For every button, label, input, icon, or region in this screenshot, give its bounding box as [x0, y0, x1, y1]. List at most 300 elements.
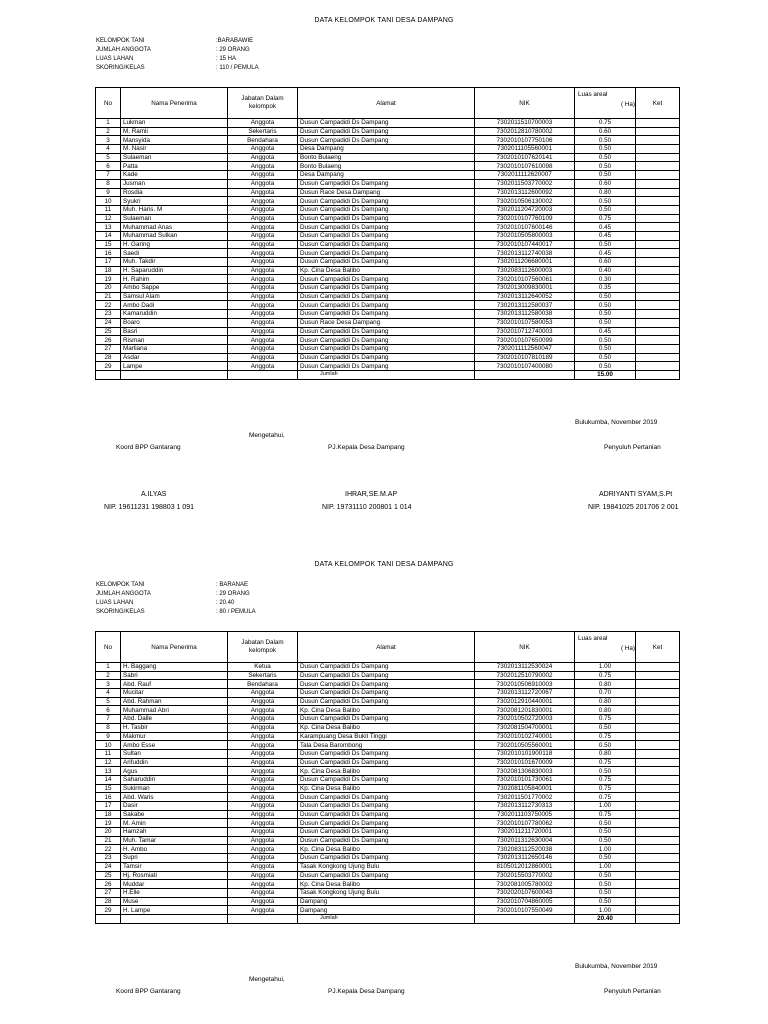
cell-jabatan: Anggota [228, 258, 298, 267]
cell-nama: Risman [121, 336, 228, 345]
cell-no: 20 [96, 828, 121, 837]
cell-nama: Mucitar [121, 689, 228, 698]
cell-nik: 7302013112730313 [475, 802, 575, 811]
table-row [96, 188, 680, 197]
cell-alamat: Kp. Cina Desa Balibo [298, 723, 475, 732]
cell-nama: Muse [121, 897, 228, 906]
table-row [96, 723, 680, 732]
header-alamat: Alamat [298, 632, 475, 663]
cell-ket [636, 240, 680, 249]
cell-nama: Muh. Takdir [121, 258, 228, 267]
cell-no: 10 [96, 741, 121, 750]
cell-alamat: Dusun Campadidi Ds Dampang [298, 344, 475, 353]
cell-nik: 7302010506130002 [475, 197, 575, 206]
cell-jabatan: Anggota [228, 162, 298, 171]
table-row [96, 880, 680, 889]
cell-nama: Basri [121, 327, 228, 336]
cell-alamat: Dusun Campadidi Ds Dampang [298, 205, 475, 214]
cell-luas: 1.00 [575, 802, 636, 811]
cell-nik: 7302081504700001 [475, 723, 575, 732]
header-luas-label: Luas areal [578, 91, 608, 98]
table-row [96, 819, 680, 828]
cell-nik: 7302011510700003 [475, 119, 575, 128]
header-alamat: Alamat [298, 88, 475, 119]
cell-luas: 0.80 [575, 680, 636, 689]
cell-luas: 0.45 [575, 223, 636, 232]
cell-no: 23 [96, 854, 121, 863]
cell-no: 29 [96, 906, 121, 915]
header-luas [575, 632, 636, 663]
cell-nik: 7302011105560001 [475, 145, 575, 154]
cell-ket [636, 871, 680, 880]
cell-jabatan: Anggota [228, 802, 298, 811]
table-row [96, 802, 680, 811]
cell-nama: Sakabe [121, 810, 228, 819]
cell-luas: 0.50 [575, 145, 636, 154]
cell-no: 21 [96, 836, 121, 845]
cell-alamat: Dusun Campadidi Ds Dampang [298, 802, 475, 811]
cell-ket [636, 836, 680, 845]
section1-info [96, 37, 259, 73]
table-row [96, 810, 680, 819]
cell-alamat: Kp. Cina Desa Balibo [298, 266, 475, 275]
member-table-1 [95, 87, 680, 380]
cell-nama: Hamzah [121, 828, 228, 837]
cell-no: 5 [96, 697, 121, 706]
info-value: : 80 / PEMULA [216, 609, 256, 615]
cell-nik: 7302011112620007 [475, 171, 575, 180]
cell-nik: 7302081005780002 [475, 880, 575, 889]
cell-luas: 0.30 [575, 275, 636, 284]
cell-ket [636, 231, 680, 240]
cell-alamat: Dusun Campadidi Ds Dampang [298, 231, 475, 240]
cell-jabatan: Anggota [228, 836, 298, 845]
cell-nik: 7302010502720003 [475, 715, 575, 724]
table-row [96, 284, 680, 293]
cell-no: 13 [96, 767, 121, 776]
cell-jabatan: Anggota [228, 362, 298, 371]
cell-ket [636, 119, 680, 128]
info-value: : 20.40 [216, 600, 235, 606]
cell-ket [636, 706, 680, 715]
cell-luas: 1.00 [575, 906, 636, 915]
cell-jabatan: Anggota [228, 697, 298, 706]
cell-luas: 0.50 [575, 171, 636, 180]
cell-ket [636, 188, 680, 197]
cell-no: 2 [96, 671, 121, 680]
cell-nama: H. Tasbir [121, 723, 228, 732]
cell-jabatan: Anggota [228, 828, 298, 837]
cell-luas: 0.50 [575, 205, 636, 214]
cell-nik: 7302011103750005 [475, 810, 575, 819]
cell-nik: 7302011312630004 [475, 836, 575, 845]
table-row [96, 793, 680, 802]
cell-alamat: Dusun Campadidi Ds Dampang [298, 336, 475, 345]
cell-nik: 7302083112600003 [475, 266, 575, 275]
section2-info [96, 581, 256, 617]
cell-jabatan: Anggota [228, 767, 298, 776]
cell-no: 1 [96, 119, 121, 128]
cell-jabatan: Sekertaris [228, 671, 298, 680]
table-row [96, 231, 680, 240]
cell-luas: 0.40 [575, 266, 636, 275]
table-header-row [96, 88, 680, 119]
table-row [96, 214, 680, 223]
info-row [96, 46, 259, 55]
section2-role-kades: PJ.Kepala Desa Dampang [328, 988, 405, 995]
cell-no: 14 [96, 775, 121, 784]
cell-luas: 0.50 [575, 767, 636, 776]
cell-luas: 0.50 [575, 344, 636, 353]
cell-nama: Arifuddin [121, 758, 228, 767]
cell-no: 11 [96, 205, 121, 214]
cell-no: 26 [96, 880, 121, 889]
info-label: JUMLAH ANGGOTA [96, 47, 151, 53]
cell-alamat: Dampang [298, 897, 475, 906]
cell-alamat: Dusun Campadidi Ds Dampang [298, 697, 475, 706]
info-row [96, 64, 259, 73]
total-empty [121, 914, 228, 923]
cell-no: 18 [96, 266, 121, 275]
cell-jabatan: Anggota [228, 249, 298, 258]
cell-no: 19 [96, 819, 121, 828]
cell-jabatan: Anggota [228, 897, 298, 906]
cell-nama: Muhammad Abri [121, 706, 228, 715]
cell-luas: 0.75 [575, 119, 636, 128]
cell-nik: 7302010505560001 [475, 741, 575, 750]
cell-ket [636, 793, 680, 802]
cell-ket [636, 906, 680, 915]
cell-nik: 7302010107750106 [475, 136, 575, 145]
cell-nik: 7302013112530024 [475, 663, 575, 672]
cell-nik: 7302010107580053 [475, 318, 575, 327]
info-label: SKORING/KELAS [96, 65, 145, 71]
cell-alamat: Tasak Kongkong Ujung Bulu [298, 862, 475, 871]
cell-nama: Abd. Dalle [121, 715, 228, 724]
cell-no: 10 [96, 197, 121, 206]
cell-nik: 7302010712740003 [475, 327, 575, 336]
cell-no: 22 [96, 845, 121, 854]
cell-ket [636, 802, 680, 811]
cell-jabatan: Anggota [228, 871, 298, 880]
cell-luas: 0.75 [575, 732, 636, 741]
cell-luas: 0.60 [575, 179, 636, 188]
table-row [96, 292, 680, 301]
cell-jabatan: Anggota [228, 171, 298, 180]
table-row [96, 327, 680, 336]
cell-nik: 7302013112600092 [475, 188, 575, 197]
cell-luas: 0.50 [575, 854, 636, 863]
table-row [96, 119, 680, 128]
cell-jabatan: Bendahara [228, 680, 298, 689]
cell-jabatan: Anggota [228, 119, 298, 128]
cell-nama: Hj. Rosmiati [121, 871, 228, 880]
cell-nama: Syukri [121, 197, 228, 206]
cell-no: 7 [96, 171, 121, 180]
cell-ket [636, 284, 680, 293]
table-row [96, 205, 680, 214]
cell-nik: 7302011112560047 [475, 344, 575, 353]
table-row [96, 897, 680, 906]
cell-luas: 0.50 [575, 836, 636, 845]
cell-alamat: Dusun Campadidi Ds Dampang [298, 828, 475, 837]
cell-alamat: Kp. Cina Desa Balibo [298, 706, 475, 715]
cell-alamat: Dusun Campadidi Ds Dampang [298, 310, 475, 319]
cell-no: 25 [96, 871, 121, 880]
cell-ket [636, 680, 680, 689]
table-row [96, 680, 680, 689]
cell-nik: 7302010102740001 [475, 732, 575, 741]
cell-jabatan: Anggota [228, 179, 298, 188]
total-empty [228, 370, 298, 379]
info-row [96, 608, 256, 617]
info-value: : 110 / PEMULA [216, 65, 259, 71]
cell-nik: 7302011503770002 [475, 179, 575, 188]
cell-nik: 7302010107550049 [475, 906, 575, 915]
table-row [96, 663, 680, 672]
cell-alamat: Dusun Campadidi Ds Dampang [298, 258, 475, 267]
cell-ket [636, 136, 680, 145]
cell-ket [636, 758, 680, 767]
cell-luas: 0.50 [575, 871, 636, 880]
cell-alamat: Kp. Cina Desa Balibo [298, 767, 475, 776]
cell-alamat: Bonto Bulaeng [298, 153, 475, 162]
section1-nip-kades: NIP. 19731110 200801 1 014 [322, 504, 412, 511]
cell-nama: M. Ramli [121, 127, 228, 136]
cell-alamat: Dusun Campadidi Ds Dampang [298, 284, 475, 293]
cell-ket [636, 327, 680, 336]
cell-luas: 1.00 [575, 862, 636, 871]
cell-luas: 0.70 [575, 689, 636, 698]
cell-alamat: Dusun Campadidi Ds Dampang [298, 758, 475, 767]
cell-nik: 7302013112580038 [475, 310, 575, 319]
cell-no: 1 [96, 663, 121, 672]
cell-ket [636, 318, 680, 327]
cell-alamat: Kp. Cina Desa Balibo [298, 880, 475, 889]
cell-luas: 0.50 [575, 888, 636, 897]
cell-alamat: Dusun Campadidi Ds Dampang [298, 871, 475, 880]
cell-alamat: Dusun Campadidi Ds Dampang [298, 249, 475, 258]
cell-nik: 7302010107400080 [475, 362, 575, 371]
cell-no: 20 [96, 284, 121, 293]
cell-jabatan: Anggota [228, 741, 298, 750]
cell-ket [636, 880, 680, 889]
table-row [96, 275, 680, 284]
cell-jabatan: Anggota [228, 845, 298, 854]
info-label: JUMLAH ANGGOTA [96, 591, 151, 597]
cell-alamat: Dusun Campadidi Ds Dampang [298, 663, 475, 672]
cell-jabatan: Anggota [228, 310, 298, 319]
cell-no: 12 [96, 214, 121, 223]
cell-nama: H. Ambo [121, 845, 228, 854]
cell-ket [636, 249, 680, 258]
cell-alamat: Dusun Campadidi Ds Dampang [298, 275, 475, 284]
cell-no: 3 [96, 136, 121, 145]
cell-nik: 7302013112650146 [475, 854, 575, 863]
cell-nama: H.Elle [121, 888, 228, 897]
cell-alamat: Dusun Campadidi Ds Dampang [298, 292, 475, 301]
cell-alamat: Desa Dampang [298, 145, 475, 154]
cell-jabatan: Anggota [228, 153, 298, 162]
header-luas-unit: ( Ha) [621, 645, 635, 652]
cell-no: 27 [96, 888, 121, 897]
cell-ket [636, 897, 680, 906]
cell-no: 26 [96, 336, 121, 345]
table-row [96, 301, 680, 310]
cell-luas: 0.50 [575, 153, 636, 162]
cell-jabatan: Anggota [228, 819, 298, 828]
cell-no: 28 [96, 353, 121, 362]
cell-alamat: Dusun Campadidi Ds Dampang [298, 689, 475, 698]
cell-ket [636, 258, 680, 267]
cell-nama: Ambo Esse [121, 741, 228, 750]
cell-jabatan: Sekertaris [228, 127, 298, 136]
section1-name-penyuluh: ADRIYANTI SYAM,S.Pt [599, 491, 673, 498]
cell-no: 22 [96, 301, 121, 310]
info-row [96, 590, 256, 599]
cell-nik: 7302010101900118 [475, 749, 575, 758]
info-label: LUAS LAHAN [96, 600, 134, 606]
cell-no: 16 [96, 249, 121, 258]
cell-nama: M. Amin [121, 819, 228, 828]
total-empty [121, 370, 228, 379]
cell-nik: 7302010107650099 [475, 336, 575, 345]
cell-no: 28 [96, 897, 121, 906]
cell-luas: 0.50 [575, 741, 636, 750]
cell-ket [636, 810, 680, 819]
cell-alamat: Dusun Campadidi Ds Dampang [298, 179, 475, 188]
cell-no: 8 [96, 723, 121, 732]
cell-nik: 7302010107560061 [475, 275, 575, 284]
info-value: : 29 ORANG [216, 47, 250, 53]
section1-date: Bulukumba, November 2019 [575, 419, 658, 426]
cell-luas: 0.45 [575, 231, 636, 240]
table-row [96, 758, 680, 767]
cell-jabatan: Anggota [228, 344, 298, 353]
cell-no: 21 [96, 292, 121, 301]
table-row [96, 888, 680, 897]
cell-no: 2 [96, 127, 121, 136]
total-value: 20.40 [575, 914, 636, 923]
cell-ket [636, 723, 680, 732]
cell-jabatan: Anggota [228, 275, 298, 284]
cell-no: 29 [96, 362, 121, 371]
table-row [96, 240, 680, 249]
cell-nik: 7302013112720067 [475, 689, 575, 698]
header-nik: NIK [475, 632, 575, 663]
cell-no: 24 [96, 318, 121, 327]
total-empty [636, 914, 680, 923]
cell-nik: 7302083112520038 [475, 845, 575, 854]
info-label: LUAS LAHAN [96, 56, 134, 62]
cell-alamat: Dusun Campadidi Ds Dampang [298, 197, 475, 206]
cell-jabatan: Anggota [228, 854, 298, 863]
cell-nama: Kade [121, 171, 228, 180]
total-empty [475, 370, 575, 379]
info-row [96, 599, 256, 608]
cell-nama: Rosdia [121, 188, 228, 197]
cell-alamat: Dusun Race Desa Dampang [298, 318, 475, 327]
table-row [96, 828, 680, 837]
cell-nik: 7302010107780062 [475, 819, 575, 828]
cell-nik: 7302013112580037 [475, 301, 575, 310]
cell-nik: 7302010505800003 [475, 231, 575, 240]
cell-alamat: Dusun Campadidi Ds Dampang [298, 327, 475, 336]
table-row [96, 344, 680, 353]
cell-ket [636, 336, 680, 345]
cell-nik: 7302081201830001 [475, 706, 575, 715]
cell-nama: H. Lampe [121, 906, 228, 915]
cell-alamat: Dusun Campadidi Ds Dampang [298, 749, 475, 758]
table-row [96, 854, 680, 863]
header-luas-label: Luas areal [578, 635, 608, 642]
cell-luas: 0.75 [575, 810, 636, 819]
table-row [96, 671, 680, 680]
cell-nama: Kamaruddin [121, 310, 228, 319]
cell-ket [636, 353, 680, 362]
cell-nik: 7302013009830001 [475, 284, 575, 293]
cell-jabatan: Anggota [228, 715, 298, 724]
cell-ket [636, 819, 680, 828]
section1-nip-koord: NIP. 19611231 198803 1 091 [104, 504, 195, 511]
header-nama: Nama Penerima [121, 632, 228, 663]
cell-no: 8 [96, 179, 121, 188]
cell-alamat: Dusun Campadidi Ds Dampang [298, 775, 475, 784]
cell-ket [636, 292, 680, 301]
cell-no: 3 [96, 680, 121, 689]
cell-nama: Agus [121, 767, 228, 776]
cell-nama: Tamsir [121, 862, 228, 871]
cell-nik: 7302081105840001 [475, 784, 575, 793]
cell-nama: Abd. Rahman [121, 697, 228, 706]
cell-alamat: Dusun Campadidi Ds Dampang [298, 854, 475, 863]
cell-nama: Marliana [121, 344, 228, 353]
cell-jabatan: Anggota [228, 301, 298, 310]
total-label: Jumlah [298, 370, 475, 379]
cell-luas: 0.75 [575, 775, 636, 784]
cell-nik: 7302012810780002 [475, 127, 575, 136]
total-empty [228, 914, 298, 923]
cell-nama: Muhammad Anas [121, 223, 228, 232]
info-label: SKORING/KELAS [96, 609, 145, 615]
cell-no: 12 [96, 758, 121, 767]
cell-nama: Lukman [121, 119, 228, 128]
cell-jabatan: Anggota [228, 223, 298, 232]
table-row [96, 871, 680, 880]
cell-no: 14 [96, 231, 121, 240]
cell-no: 15 [96, 240, 121, 249]
cell-ket [636, 153, 680, 162]
cell-ket [636, 732, 680, 741]
cell-no: 9 [96, 732, 121, 741]
cell-luas: 0.50 [575, 723, 636, 732]
cell-no: 25 [96, 327, 121, 336]
info-value: :BARABAWIE [216, 38, 254, 44]
cell-luas: 0.80 [575, 188, 636, 197]
section1-mengetahui: Mengetahui, [249, 432, 285, 439]
cell-alamat: Tasak Kongkong Ujung Bulu [298, 888, 475, 897]
section2-role-koord: Koord BPP Gantarang [116, 988, 181, 995]
cell-jabatan: Anggota [228, 145, 298, 154]
cell-ket [636, 749, 680, 758]
cell-alamat: Dampang [298, 906, 475, 915]
cell-jabatan: Anggota [228, 810, 298, 819]
cell-nama: H. Baggang [121, 663, 228, 672]
cell-luas: 0.60 [575, 127, 636, 136]
cell-luas: 0.75 [575, 671, 636, 680]
cell-jabatan: Anggota [228, 784, 298, 793]
cell-ket [636, 671, 680, 680]
